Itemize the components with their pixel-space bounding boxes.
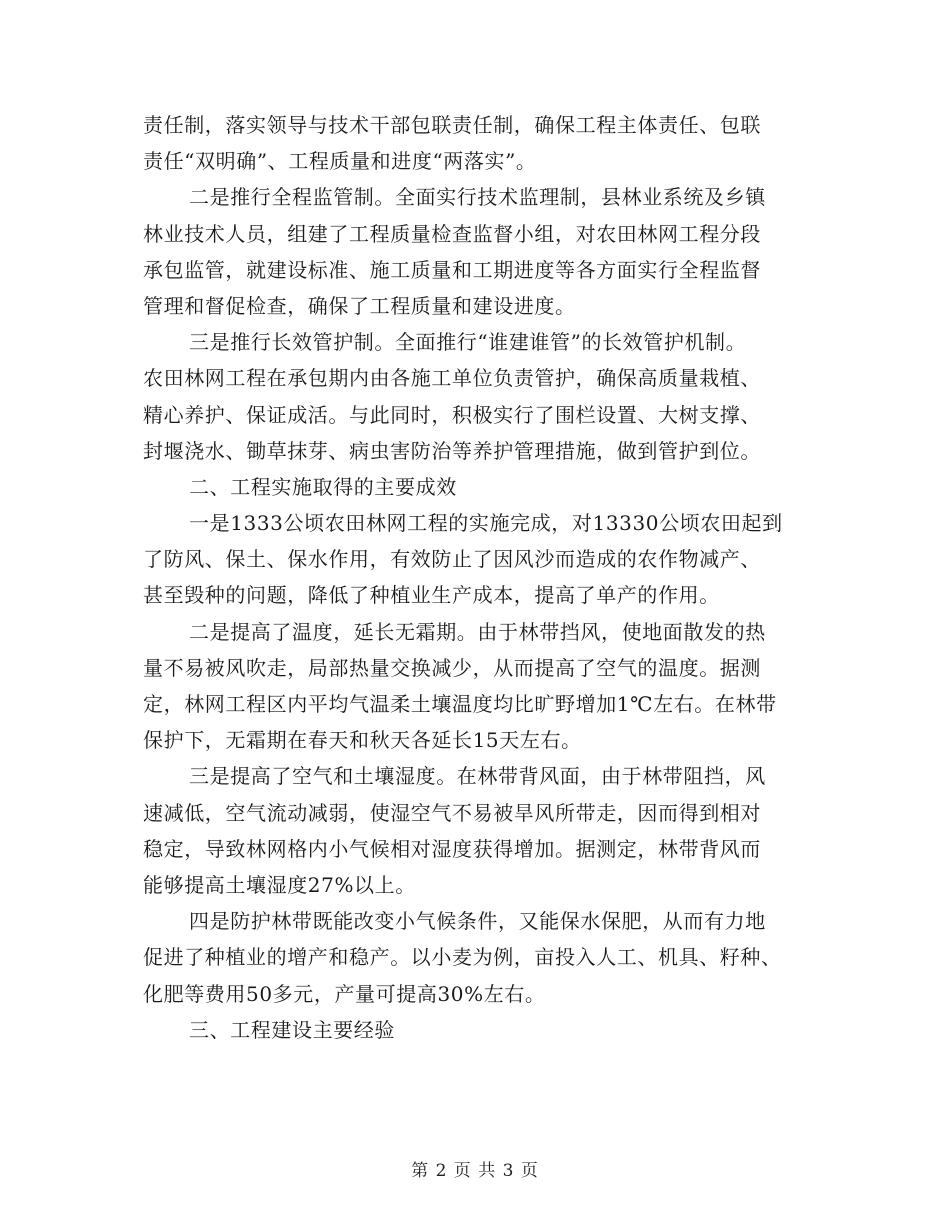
paragraph-start-line: 三是提高了空气和土壤湿度。在林带背风面，由于林带阻挡，风 — [189, 764, 766, 789]
text-line: 封堰浇水、锄草抹芽、病虫害防治等养护管理措施，做到管护到位。 — [143, 438, 761, 463]
section-heading: 三、工程建设主要经验 — [189, 1017, 395, 1042]
text-line: 化肥等费用50多元，产量可提高30%左右。 — [143, 981, 546, 1006]
document-body — [143, 107, 808, 1048]
text-line: 速减低，空气流动减弱，使湿空气不易被旱风所带走，因而得到相对 — [143, 800, 761, 825]
text-line: 承包监管，就建设标准、施工质量和工期进度等各方面实行全程监督 — [143, 257, 761, 282]
text-line: 农田林网工程在承包期内由各施工单位负责管护，确保高质量栽植、 — [143, 366, 761, 391]
text-line: 保护下，无霜期在春天和秋天各延长15天左右。 — [143, 728, 582, 753]
text-line: 能够提高土壤湿度27%以上。 — [143, 872, 416, 897]
page-footer: 第 2 页 共 3 页 — [411, 1161, 539, 1181]
text-line: 责任“双明确”、工程质量和进度“两落实”。 — [143, 149, 537, 174]
text-line: 管理和督促检查，确保了工程质量和建设进度。 — [143, 293, 576, 318]
paragraph-start-line: 一是1333公顷农田林网工程的实施完成，对13330公顷农田起到 — [189, 511, 783, 536]
text-line: 稳定，导致林网格内小气候相对湿度获得增加。据测定，林带背风而 — [143, 836, 761, 861]
paragraph-start-line: 二是推行全程监管制。全面实行技术监理制，县林业系统及乡镇 — [189, 185, 766, 210]
text-line: 了防风、保土、保水作用，有效防止了因风沙而造成的农作物减产、 — [143, 547, 761, 572]
section-heading: 二、工程实施取得的主要成效 — [189, 474, 457, 499]
paragraph-start-line: 四是防护林带既能改变小气候条件，又能保水保肥，从而有力地 — [189, 909, 766, 934]
text-line: 甚至毁种的问题，降低了种植业生产成本，提高了单产的作用。 — [143, 583, 720, 608]
text-line: 量不易被风吹走，局部热量交换减少，从而提高了空气的温度。据测 — [143, 655, 761, 680]
text-line: 促进了种植业的增产和稳产。以小麦为例，亩投入人工、机具、籽种、 — [143, 945, 782, 970]
text-line: 精心养护、保证成活。与此同时，积极实行了围栏设置、大树支撑、 — [143, 402, 761, 427]
text-line: 责任制，落实领导与技术干部包联责任制，确保工程主体责任、包联 — [143, 113, 761, 137]
paragraph-start-line: 二是提高了温度，延长无霜期。由于林带挡风，使地面散发的热 — [189, 619, 766, 644]
text-line: 林业技术人员，组建了工程质量检查监督小组，对农田林网工程分段 — [143, 221, 761, 246]
paragraph-start-line: 三是推行长效管护制。全面推行“谁建谁管”的长效管护机制。 — [189, 330, 747, 355]
text-line: 定，林网工程区内平均气温柔土壤温度均比旷野增加1℃左右。在林带 — [143, 692, 777, 716]
